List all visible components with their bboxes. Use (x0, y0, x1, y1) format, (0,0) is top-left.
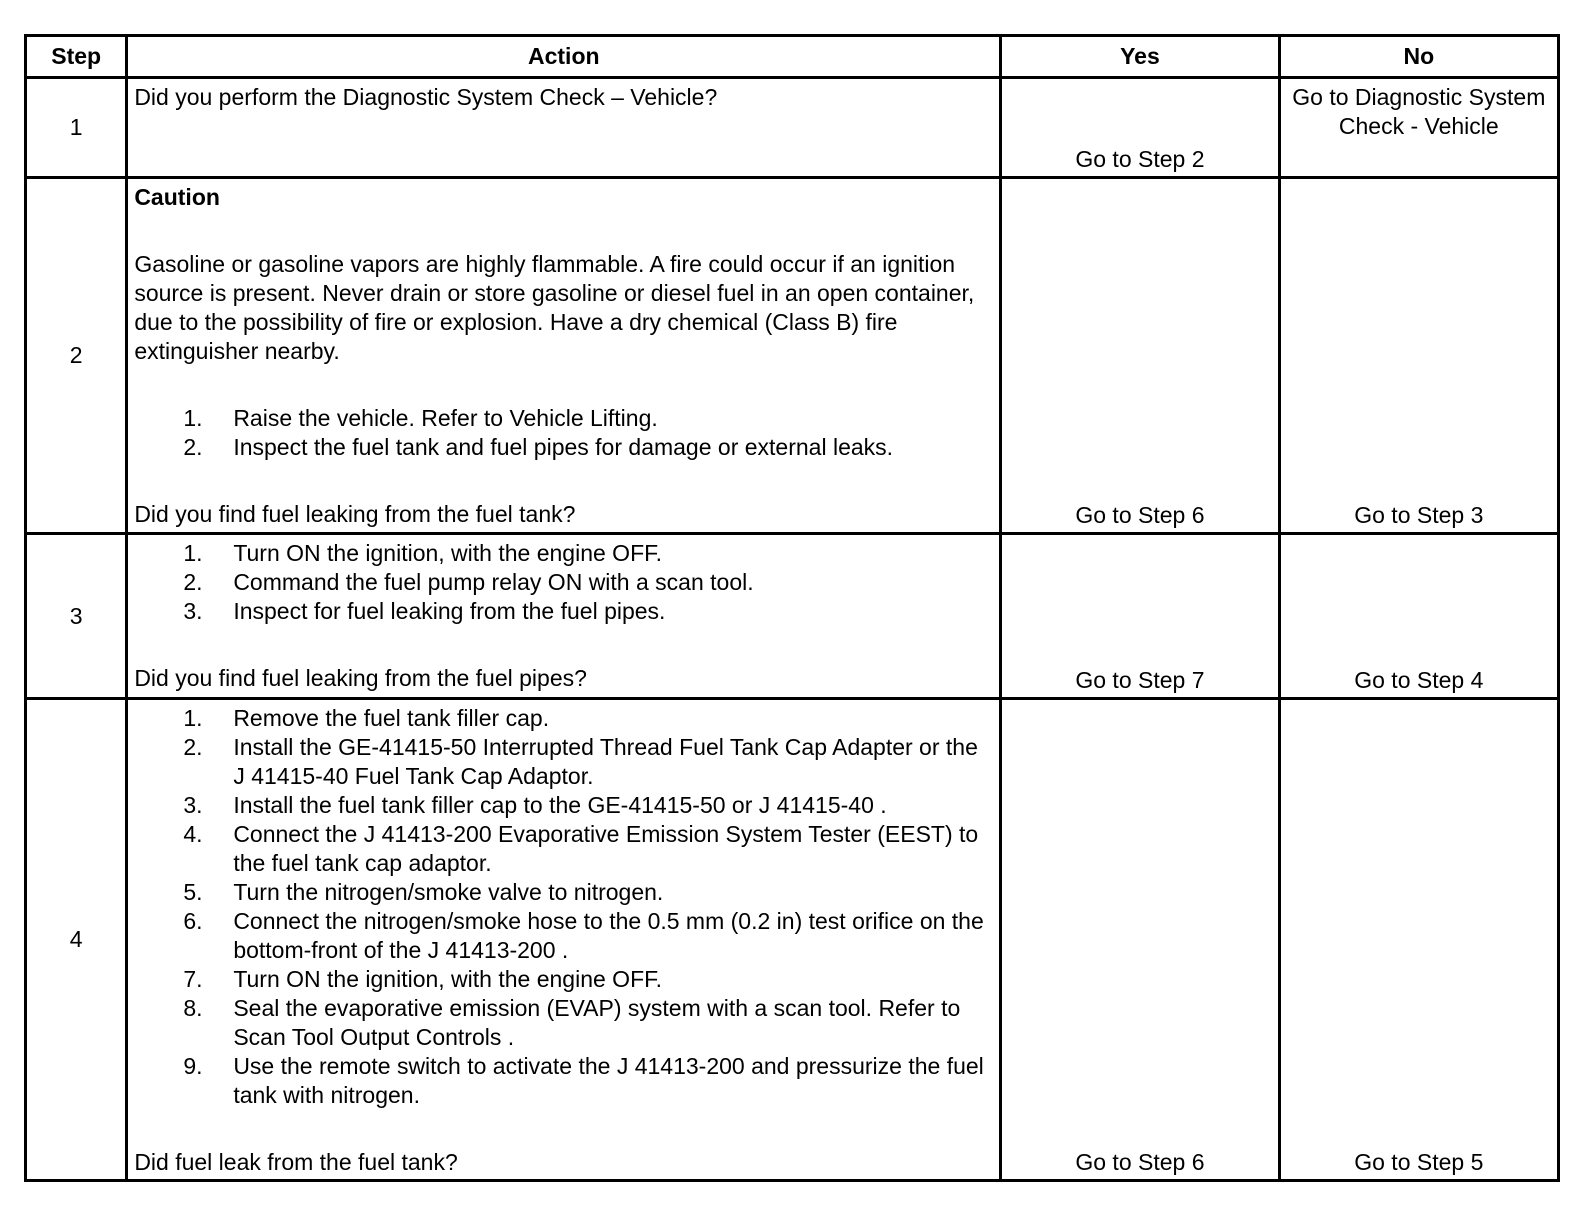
list-item-text: Turn ON the ignition, with the engine OFF. (233, 966, 663, 992)
list-item-text: Use the remote switch to activate the J 41413-200 and pressurize the fuel tank with nitrogen. (233, 1053, 984, 1108)
list-item-text: Raise the vehicle. Refer to Vehicle Lifting. (233, 405, 658, 431)
list-item-text: Seal the evaporative emission (EVAP) system with a scan tool. Refer to Scan Tool Output Controls . (233, 995, 961, 1050)
list-item-number: 9. (183, 1053, 203, 1079)
yes-result: Go to Step 6 (1001, 178, 1279, 534)
list-item (134, 404, 991, 433)
table-row (26, 178, 1559, 534)
list-item-text: Turn the nitrogen/smoke valve to nitrogen. (233, 879, 664, 905)
step-number: 1 (26, 78, 127, 178)
list-item (134, 733, 991, 791)
caution-text: Gasoline or gasoline vapors are highly flammable. A fire could occur if an ignition source is present. Never drain or store gasoline or diesel fuel in an open container, due to the possibility of fire or explosion. Have a dry chemical (Class B) fire extinguisher nearby. (134, 251, 975, 364)
list-item-text: Remove the fuel tank filler cap. (233, 705, 550, 731)
list-item-number: 2. (183, 434, 203, 460)
no-result: Go to Step 4 (1279, 534, 1558, 699)
action-cell (127, 534, 1001, 699)
table-row (26, 534, 1559, 699)
list-item-text: Install the GE-41415-50 Interrupted Thread Fuel Tank Cap Adapter or the J 41415-40 Fuel Tank Cap Adaptor. (233, 734, 978, 789)
diagnostic-table (24, 34, 1560, 1182)
list-item-text: Inspect the fuel tank and fuel pipes for damage or external leaks. (233, 434, 894, 460)
list-item-text: Inspect for fuel leaking from the fuel pipes. (233, 598, 666, 624)
action-cell (127, 178, 1001, 534)
question-text: Did you find fuel leaking from the fuel pipes? (134, 665, 587, 691)
list-item-number: 7. (183, 966, 203, 992)
no-result: Go to Step 3 (1279, 178, 1558, 534)
header-step: Step (26, 36, 127, 78)
list-item-text: Connect the J 41413-200 Evaporative Emission System Tester (EEST) to the fuel tank cap adaptor. (233, 821, 979, 876)
table-row (26, 699, 1559, 1181)
list-item-text: Turn ON the ignition, with the engine OFF. (233, 540, 663, 566)
list-item (134, 539, 991, 568)
header-yes: Yes (1001, 36, 1279, 78)
question-text: Did you perform the Diagnostic System Check – Vehicle? (134, 84, 718, 110)
list-item (134, 907, 991, 965)
list-item-number: 1. (183, 405, 203, 431)
list-item (134, 568, 991, 597)
list-item-number: 1. (183, 540, 203, 566)
list-item (134, 820, 991, 878)
list-item (134, 1052, 991, 1110)
list-item (134, 994, 991, 1052)
action-cell (127, 78, 1001, 178)
step-number: 4 (26, 699, 127, 1181)
list-item-number: 6. (183, 908, 203, 934)
list-item (134, 704, 991, 733)
header-no: No (1279, 36, 1558, 78)
list-item-text: Connect the nitrogen/smoke hose to the 0.5 mm (0.2 in) test orifice on the bottom-front of the J 41413-200 . (233, 908, 984, 963)
action-cell (127, 699, 1001, 1181)
table-row (26, 78, 1559, 178)
question-text: Did fuel leak from the fuel tank? (134, 1149, 458, 1175)
list-item (134, 597, 991, 626)
list-item (134, 791, 991, 820)
yes-result: Go to Step 6 (1001, 699, 1279, 1181)
list-item-text: Install the fuel tank filler cap to the GE-41415-50 or J 41415-40 . (233, 792, 887, 818)
list-item (134, 965, 991, 994)
list-item-number: 2. (183, 569, 203, 595)
list-item (134, 878, 991, 907)
step-number: 3 (26, 534, 127, 699)
list-item-number: 1. (183, 705, 203, 731)
list-item-number: 4. (183, 821, 203, 847)
no-result: Go to Step 5 (1279, 699, 1558, 1181)
yes-result: Go to Step 7 (1001, 534, 1279, 699)
list-item-text: Command the fuel pump relay ON with a scan tool. (233, 569, 754, 595)
header-row (26, 36, 1559, 78)
step-number: 2 (26, 178, 127, 534)
list-item-number: 5. (183, 879, 203, 905)
action-list (134, 539, 991, 626)
list-item-number: 2. (183, 734, 203, 760)
no-result: Go to Diagnostic System Check - Vehicle (1279, 78, 1558, 178)
list-item-number: 3. (183, 598, 203, 624)
action-list (134, 704, 991, 1110)
action-list (134, 404, 991, 462)
list-item-number: 8. (183, 995, 203, 1021)
list-item-number: 3. (183, 792, 203, 818)
list-item (134, 433, 991, 462)
caution-title: Caution (134, 184, 220, 210)
yes-result: Go to Step 2 (1001, 78, 1279, 178)
header-action: Action (127, 36, 1001, 78)
question-text: Did you find fuel leaking from the fuel tank? (134, 501, 576, 527)
